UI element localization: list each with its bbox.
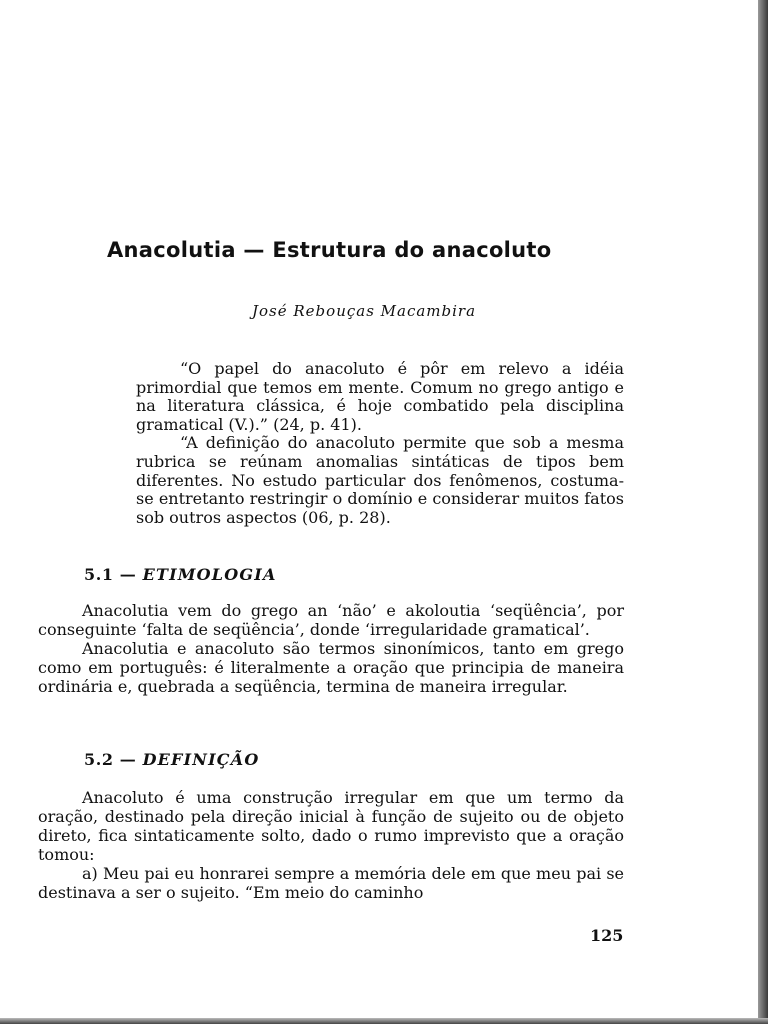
epigraph bbox=[136, 360, 624, 527]
author-name: José Rebouças Macambira bbox=[252, 302, 477, 320]
scan-edge-shadow-right bbox=[758, 0, 768, 1024]
section-number: 5.2 — bbox=[84, 750, 137, 769]
article-title: Anacolutia — Estrutura do anacoluto bbox=[107, 238, 552, 262]
epigraph-paragraph-1: “O papel do anacoluto é pôr em relevo a idéia primordial que temos em mente. Comum no grego antigo e na literatura clássica, é hoje combatido pela disciplina gramatical (V.).” (24, p. 41). bbox=[136, 359, 624, 434]
paragraph: Anacolutia vem do grego an ‘não’ e akoloutia ‘seqüência’, por conseguinte ‘falta de seqüência’, donde ‘irregularidade gramatical’. bbox=[38, 601, 624, 639]
section-number: 5.1 — bbox=[84, 565, 137, 584]
section-title: DEFINIÇÃO bbox=[142, 750, 260, 769]
section-body-etimologia bbox=[38, 601, 624, 696]
scan-edge-shadow-bottom bbox=[0, 1018, 768, 1024]
section-heading-etimologia bbox=[84, 565, 277, 584]
page-number: 125 bbox=[590, 926, 624, 945]
epigraph-paragraph-2: “A definição do anacoluto permite que sob a mesma rubrica se reúnam anomalias sintáticas de tipos bem diferentes. No estudo particular dos fenômenos, costuma-se entretanto restringir o domínio e considerar muitos fatos sob outros aspectos (06, p. 28). bbox=[136, 433, 624, 527]
section-title: ETIMOLOGIA bbox=[142, 565, 277, 584]
section-heading-definicao bbox=[84, 750, 260, 769]
paragraph: a) Meu pai eu honrarei sempre a memória dele em que meu pai se destinava a ser o sujeito. “Em meio do caminho bbox=[38, 864, 624, 902]
section-body-definicao bbox=[38, 788, 624, 902]
paragraph: Anacoluto é uma construção irregular em que um termo da oração, destinado pela direção inicial à função de sujeito ou de objeto direto, fica sintaticamente solto, dado o rumo imprevisto que a oração tomou: bbox=[38, 788, 624, 864]
paragraph: Anacolutia e anacoluto são termos sinonímicos, tanto em grego como em português: é literalmente a oração que principia de maneira ordinária e, quebrada a seqüência, termina de maneira irregular. bbox=[38, 639, 624, 696]
